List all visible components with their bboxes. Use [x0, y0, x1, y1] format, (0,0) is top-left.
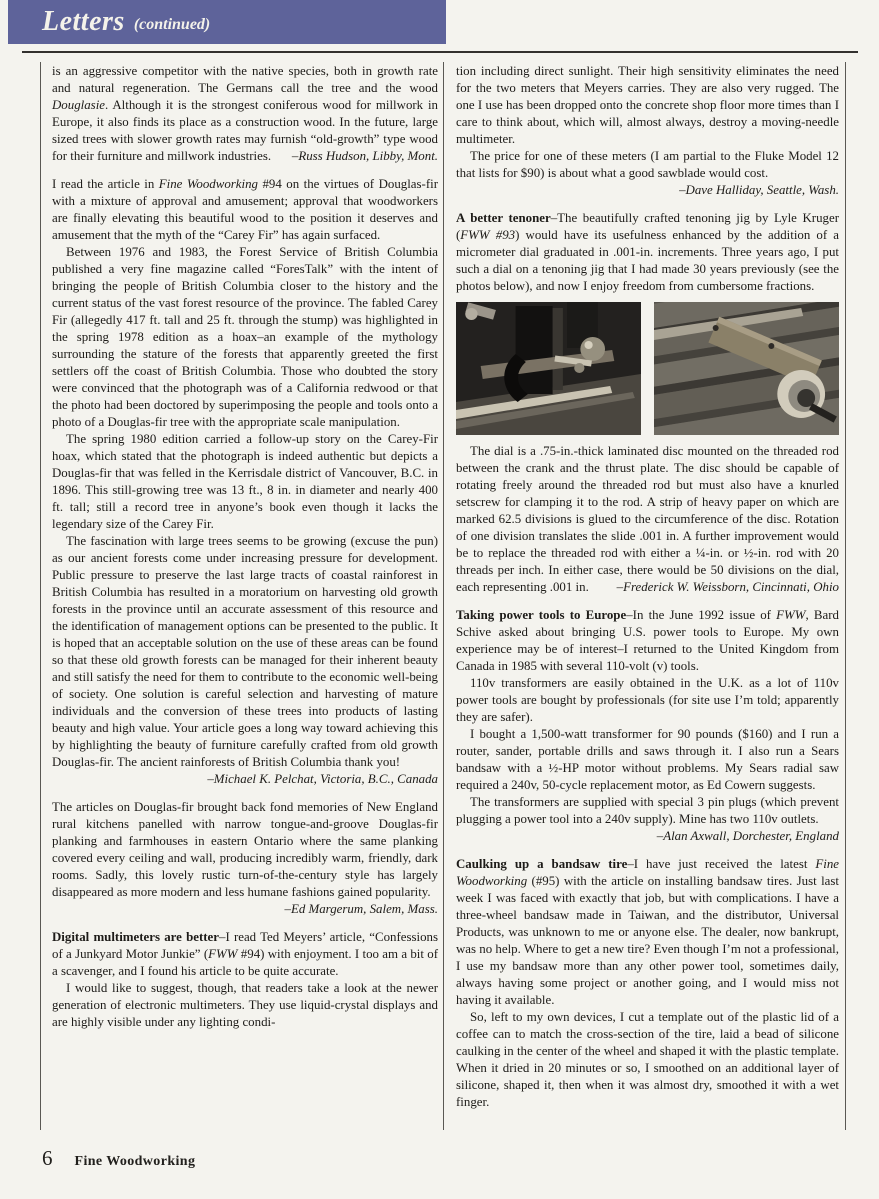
letter-paragraph — [52, 929, 438, 980]
letter-paragraph — [52, 63, 438, 165]
signature: –Alan Axwall, Dorchester, England — [656, 829, 839, 843]
text-run: Fine Woodworking — [456, 857, 839, 888]
text-run: –I have just received the latest — [627, 857, 816, 871]
letter-paragraph — [456, 856, 839, 1009]
letter-paragraph — [52, 244, 438, 431]
text-run: The dial is a .75-in.-thick laminated disc mounted on the threaded rod between the crank and the thrust plate. The disc should be capable of rotating freely around the threaded rod but must also have a knurled setscrew for clamping it to the rod. A strip of heavy paper on which are marked 62.5 divisions is glued to the circumference of the disc. Rotation of one division translates the slide .001 in. A further improvement would be to replace the threaded rod with either a ¼-in. or ½-in. rod with 20 threads per inch. In either case, there would be 50 divisions on the dial, each representing .001 in. — [456, 444, 839, 594]
letter-paragraph — [456, 794, 839, 845]
text-run: I would like to suggest, though, that readers take a look at the newer generation of electronic multimeters. They use liquid-crystal displays and are highly visible under any lighting condi- — [52, 981, 438, 1029]
left-margin-rule — [40, 62, 41, 1130]
text-run: Between 1976 and 1983, the Forest Service of British Columbia published a very fine magazine called “ForesTalk” with the intent of bringing the people of British Columbia closer to the history and the current status of the vast forest resource of the province. The fabled Carey Fir (allegedly 417 ft. tall and 25 ft. through the stump) was highlighted in the spring 1978 edition as a hoax–an example of the mythology surrounding the stature of the forests that apparently greeted the first settlers off the coast of British Columbia. Those who doubted the story were convinced that the photograph was of a California redwood or that the photo had been doctored by superimposing the people and tools onto a photo of a Douglas-fir tree with the appropriate scale manipulation. — [52, 245, 438, 429]
column-divider-rule — [443, 62, 444, 1130]
signature: –Frederick W. Weissborn, Cincinnati, Ohio — [616, 580, 839, 594]
text-run: The transformers are supplied with special 3 pin plugs (which prevent plugging a power tool into a 240v supply). Mine has two 110v outlets. — [456, 795, 839, 826]
text-run: 110v transformers are easily obtained in the U.K. as a lot of 110v power tools are bought by professionals (for site use I’m told; apparently they are safer). — [456, 676, 839, 724]
text-run: Fine Woodworking — [158, 177, 258, 191]
text-run: The fascination with large trees seems to be growing (excuse the pun) as our ancient forests come under increasing pressure for development. Public pressure to preserve the last large tracts of coastal rainforest in British Columbia has resulted in a moratorium on harvesting old growth forests in the province until an accurate assessment of this resource and the identification of management options can be presented to the public. It is hoped that an acceptable solution on the use of these areas can be found so that these old growth forests can be managed for their inherent beauty and still satisfy the need for them to contribute to the economic well-being of society. One solution is careful selection and harvesting of mature individuals and the conversion of these trees into products of lasting beauty and high value. Your article goes a long way toward achieving this by highlighting the beauty of furniture carefully crafted from old growth Douglas-fir. The ancient rainforests of British Columbia thank you! — [52, 534, 438, 769]
magazine-name: Fine Woodworking — [74, 1154, 196, 1169]
letter-paragraph — [456, 607, 839, 675]
text-run: #94 on the virtues of Douglas-fir with a mixture of approval and amusement; approval that woodworkers are finally elevating this beautiful wood to the position it deserves and amusement that the myth of the “Carey Fir” has again surfaced. — [52, 177, 438, 242]
letter-lead-in: Digital multimeters are better — [52, 930, 219, 944]
text-run: ) would have its usefulness enhanced by the addition of a micrometer dial graduated in .001-in. increments. Three years ago, I put such a dial on a tenoning jig that I had made 30 years previously (see the photos below), and now I enjoy freedom from cumbersome fractions. — [456, 228, 839, 293]
text-run: –The beautifully crafted tenoning jig by Lyle Kruger ( — [456, 211, 839, 242]
text-run: . Although it is the strongest coniferous wood for millwork in Europe, it also finds its place as a construction wood. In the future, large sized trees with slower growth rates may furnish “old-growth” type wood for their furniture and millwork industries. — [52, 98, 438, 163]
text-run: Douglasie — [52, 98, 105, 112]
letter-lead-in: Taking power tools to Europe — [456, 608, 627, 622]
signature: –Michael K. Pelchat, Victoria, B.C., Canada — [207, 772, 438, 786]
signature: –Dave Halliday, Seattle, Wash. — [679, 183, 839, 197]
header-rule — [22, 51, 858, 53]
section-title: Letters — [42, 6, 125, 37]
text-run: tion including direct sunlight. Their high sensitivity eliminates the need for the two meters that Meyers carries. They are also very rugged. The one I use has been dropped onto the concrete shop floor more times than I care to think about, which will, almost always, destroy a moving-needle multimeter. — [456, 64, 839, 146]
photo-row — [456, 302, 839, 435]
right-column-top — [456, 63, 839, 295]
letter-paragraph — [456, 726, 839, 794]
tenoning-jig-dial-photo — [654, 302, 839, 435]
text-run: (#95) with the article on installing bandsaw tires. Just last week I was faced with exactly that job, but with complications. I have a three-wheel bandsaw made in Taiwan, and the distributor, Universal Products, was unknown to me or anyone else. The dealer, now bankrupt, was no help. Where to get a new tire? Even though I’m not a professional, I use my bandsaw more than any other power tool, sometimes daily, always having some project or another going, and I would miss not having it available. — [456, 874, 839, 1007]
left-column — [52, 63, 438, 1031]
letter-paragraph — [456, 675, 839, 726]
letter-paragraph — [456, 1009, 839, 1111]
text-run: The price for one of these meters (I am partial to the Fluke Model 12 that lists for $90) is about what a good sawblade would cost. — [456, 149, 839, 180]
text-run: FWW — [208, 947, 238, 961]
right-column-bottom — [456, 443, 839, 1111]
letter-paragraph — [456, 63, 839, 148]
text-run: , Bard Schive asked about bringing U.S. power tools to Europe. My own experience may be of interest–I returned to the United Kingdom from Canada in 1985 with several 110-volt (v) tools. — [456, 608, 839, 673]
signature: –Russ Hudson, Libby, Mont. — [291, 149, 438, 163]
letter-paragraph — [52, 533, 438, 788]
text-run: The articles on Douglas-fir brought back fond memories of New England rural kitchens panelled with narrow tongue-and-groove Douglas-fir planking and farmhouses in eastern Ontario where the same planking covered every ceiling and wall, producing incredibly warm, friendly, dark rooms. Sadly, this lovely rustic turn-of-the-century style has largely disappeared as more modern and less humane fashions gained popularity. — [52, 800, 438, 899]
text-run: The spring 1980 edition carried a follow-up story on the Carey-Fir hoax, which stated that the photograph is indeed authentic but depicts a Douglas-fir that was felled in the Kerrisdale district of Vancouver, B.C. in 1896. This still-growing tree was 13 ft., 8 in. in diameter and nearly 400 ft. tall; still a record tree in anyone’s book even though it lacks the legendary size of the Carey Fir. — [52, 432, 438, 531]
text-run: I read the article in — [52, 177, 159, 191]
text-run: #94) with enjoyment. I too am a bit of a scavenger, and I found his article to be quite accurate. — [52, 947, 438, 978]
letter-paragraph — [52, 176, 438, 244]
letter-paragraph — [52, 431, 438, 533]
page-number: 6 — [42, 1146, 53, 1170]
text-run: FWW — [776, 608, 806, 622]
signature: –Ed Margerum, Salem, Mass. — [284, 902, 438, 916]
text-run: So, left to my own devices, I cut a template out of the plastic lid of a coffee can to match the cross-section of the tire, laid a bead of silicone caulking in the center of the wheel and shaped it with the plastic template. When it dried in 20 minutes or so, I smoothed on an additional layer of silicone, shaped it, then when it was almost dry, smoothed it with a wet finger. — [456, 1010, 839, 1109]
text-run: is an aggressive competitor with the native species, both in growth rate and natural regeneration. The Germans call the tree and the wood — [52, 64, 438, 95]
right-margin-rule — [845, 62, 846, 1130]
letter-paragraph — [456, 210, 839, 295]
letter-paragraph — [456, 148, 839, 199]
letter-paragraph — [52, 799, 438, 918]
right-column — [456, 63, 839, 1111]
letter-lead-in: A better tenoner — [456, 211, 551, 225]
text-run: FWW #93 — [460, 228, 516, 242]
text-run: –In the June 1992 issue of — [626, 608, 777, 622]
section-subtitle: (continued) — [133, 16, 211, 33]
text-run: I bought a 1,500-watt transformer for 90 pounds ($160) and I run a router, sander, portable drills and saws through it. I also run a Sears bandsaw with a ½-HP motor without problems. My Sears radial saw required a 240v, 50-cycle replacement motor, as Ed Cowern suggests. — [456, 727, 839, 792]
letter-paragraph — [52, 980, 438, 1031]
letter-lead-in: Caulking up a bandsaw tire — [456, 857, 628, 871]
page-footer — [42, 1146, 195, 1171]
tenoning-jig-front-photo — [456, 302, 641, 435]
section-banner — [8, 0, 446, 44]
text-run: –I read Ted Meyers’ article, “Confessions of a Junkyard Motor Junkie” ( — [52, 930, 438, 961]
letter-paragraph — [456, 443, 839, 596]
